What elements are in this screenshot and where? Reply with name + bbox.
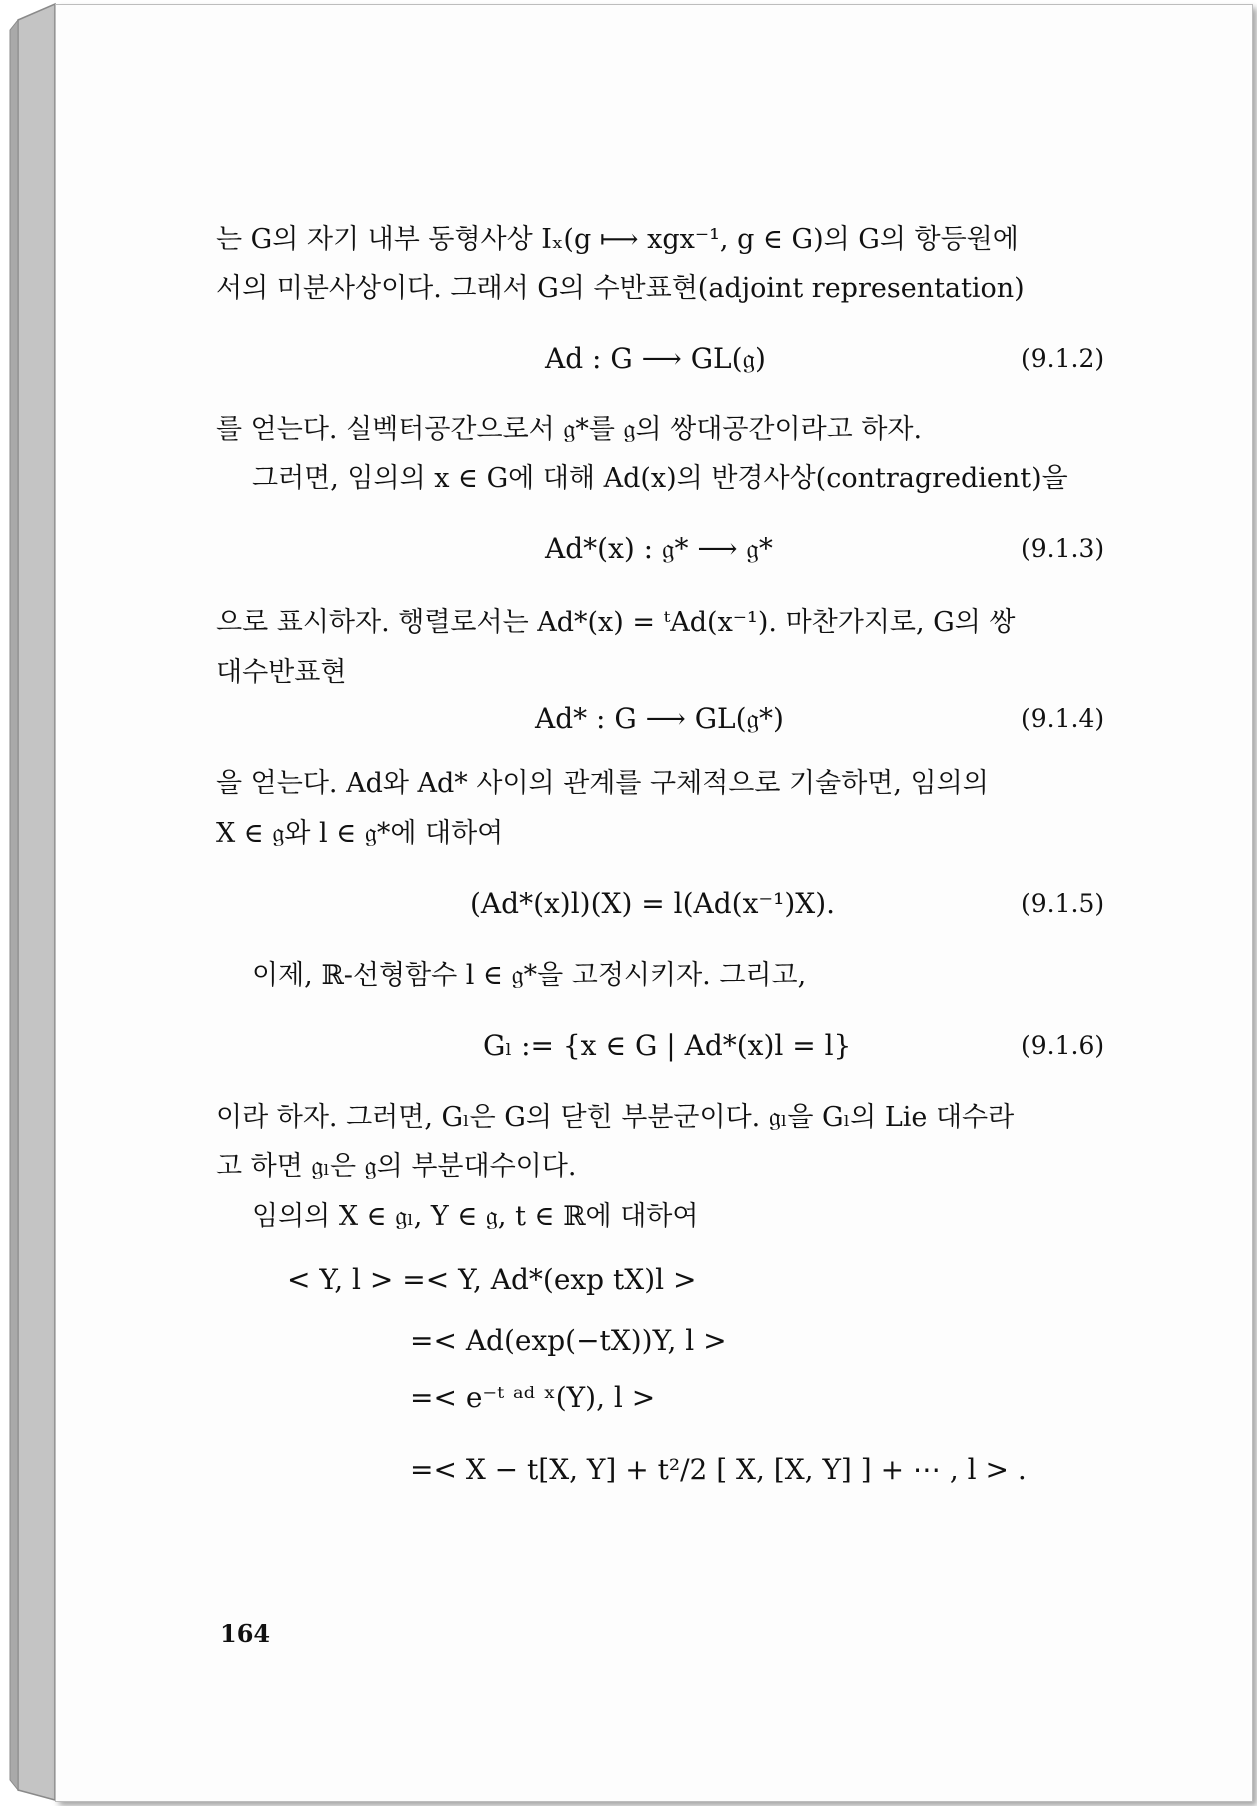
equation-9-1-4: Ad* : G ⟶ GL(𝔤*) [535, 702, 784, 735]
equation-9-1-2: Ad : G ⟶ GL(𝔤) [545, 342, 766, 375]
text-line-10: 이라 하자. 그러면, Gₗ은 G의 닫힌 부분군이다. 𝔤ₗ을 Gₗ의 Lie 대수라 [216, 1102, 1015, 1133]
derivation-line-3: =< e⁻ᵗ ᵃᵈ ˣ(Y), l > [410, 1381, 656, 1414]
text-line-7: 을 얻는다. Ad와 Ad* 사이의 관계를 구체적으로 기술하면, 임의의 [216, 768, 989, 799]
equation-number-9-1-5: (9.1.5) [1021, 889, 1105, 918]
equation-number-9-1-4: (9.1.4) [1021, 704, 1105, 733]
equation-number-9-1-3: (9.1.3) [1021, 534, 1105, 563]
text-line-2: 서의 미분사상이다. 그래서 G의 수반표현(adjoint representation) [216, 273, 1025, 304]
text-line-11: 고 하면 𝔤ₗ은 𝔤의 부분대수이다. [216, 1151, 577, 1182]
text-line-4: 그러면, 임의의 x ∈ G에 대해 Ad(x)의 반경사상(contragredient)을 [252, 463, 1068, 494]
page-number: 164 [220, 1619, 271, 1648]
equation-9-1-6: Gₗ := {x ∈ G | Ad*(x)l = l} [483, 1029, 852, 1062]
equation-number-9-1-6: (9.1.6) [1021, 1031, 1105, 1060]
derivation-line-4: =< X − t[X, Y] + t²/2 [ X, [X, Y] ] + ⋯ , l > . [410, 1453, 1027, 1486]
text-line-9: 이제, ℝ-선형함수 l ∈ 𝔤*을 고정시키자. 그리고, [252, 960, 807, 991]
text-line-8: X ∈ 𝔤와 l ∈ 𝔤*에 대하여 [216, 818, 504, 849]
derivation-line-2: =< Ad(exp(−tX))Y, l > [410, 1324, 727, 1357]
text-line-1: 는 G의 자기 내부 동형사상 Iₓ(g ⟼ xgx⁻¹, g ∈ G)의 G의 항등원에 [216, 224, 1019, 255]
equation-9-1-5: (Ad*(x)l)(X) = l(Ad(x⁻¹)X). [470, 887, 836, 920]
equation-9-1-3: Ad*(x) : 𝔤* ⟶ 𝔤* [545, 532, 773, 565]
equation-number-9-1-2: (9.1.2) [1021, 344, 1105, 373]
text-line-5: 으로 표시하자. 행렬로서는 Ad*(x) = ᵗAd(x⁻¹). 마찬가지로, G의 쌍 [216, 607, 1016, 638]
text-line-6: 대수반표현 [216, 657, 347, 688]
derivation-line-1: < Y, l > =< Y, Ad*(exp tX)l > [287, 1263, 697, 1296]
text-line-12: 임의의 X ∈ 𝔤ₗ, Y ∈ 𝔤, t ∈ ℝ에 대하여 [252, 1201, 699, 1232]
text-line-3: 를 얻는다. 실벡터공간으로서 𝔤*를 𝔤의 쌍대공간이라고 하자. [216, 414, 923, 445]
